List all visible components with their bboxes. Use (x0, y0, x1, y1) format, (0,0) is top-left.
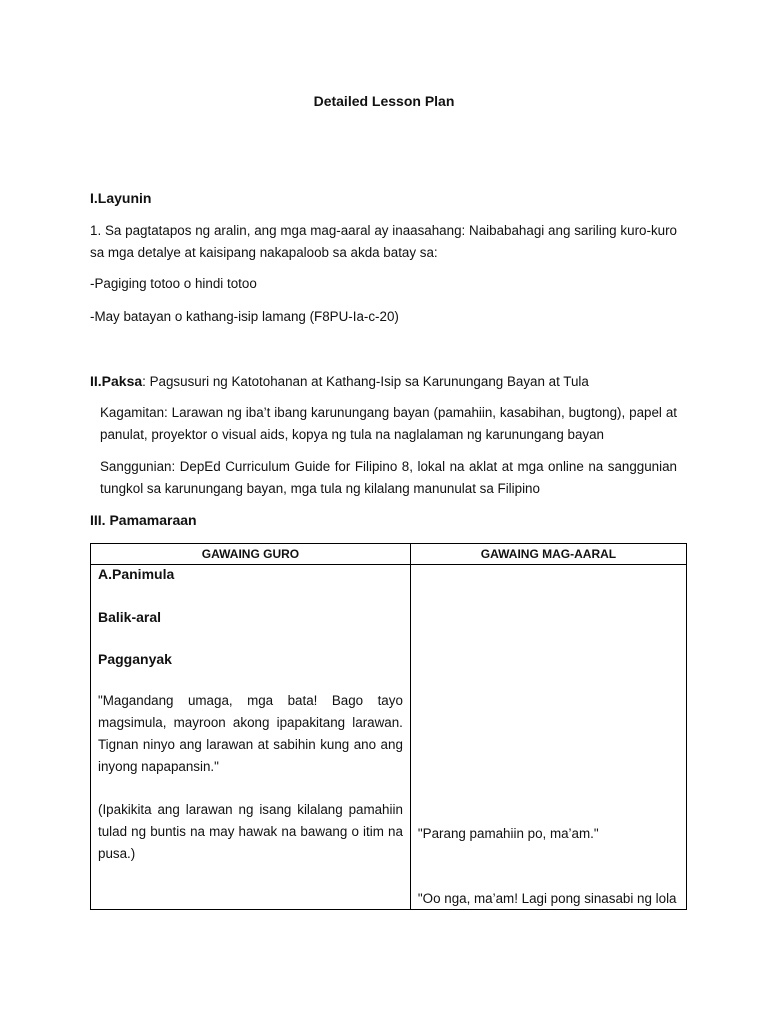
teacher-greeting: "Magandang umaga, mga bata! Bago tayo magsimula, mayroon akong ipapakitang larawan. Tignan ninyo ang larawan at sabihin kung ano ang inyong napapansin." (98, 693, 403, 774)
table-header-row (91, 544, 687, 565)
paksa-line (90, 370, 677, 393)
balik-aral-heading: Balik-aral (98, 609, 162, 625)
header-gawaing-guro: GAWAING GURO (91, 544, 411, 565)
student-response-2: "Oo nga, ma’am! Lagi pong sinasabi ng lola (417, 891, 677, 906)
paksa-heading: II.Paksa (90, 373, 143, 389)
layunin-heading: I.Layunin (90, 190, 152, 206)
panimula-heading: A.Panimula (98, 566, 175, 582)
student-response-1: "Parang pamahiin po, ma’am." (417, 826, 599, 841)
pamamaraan-heading: III. Pamamaraan (90, 512, 197, 528)
teacher-instruction: (Ipakikita ang larawan ng isang kilalang pamahiin tulad ng buntis na may hawak na bawang o itim na pusa.) (98, 802, 403, 861)
sanggunian-paragraph: Sanggunian: DepEd Curriculum Guide for Filipino 8, lokal na aklat at mga online na sanggunian tungkol sa karunungang bayan, mga tula ng kilalang manunulat sa Filipino (100, 459, 677, 496)
paksa-text: : Pagsusuri ng Katotohanan at Kathang-Isip sa Karunungang Bayan at Tula (142, 374, 589, 389)
layunin-objective: 1. Sa pagtatapos ng aralin, ang mga mag-aaral ay inaasahang: Naibabahagi ang sariling kuro-kuro sa mga detalye at kaisipang nakapaloob sa akda batay sa: (90, 223, 677, 260)
kagamitan-paragraph: Kagamitan: Larawan ng iba’t ibang karunungang bayan (pamahiin, kasabihan, bugtong), papel at panulat, proyektor o visual aids, kopya ng tula na naglalaman ng karunungang bayan (100, 405, 677, 442)
pagganyak-heading: Pagganyak (98, 651, 172, 667)
procedure-table (90, 543, 687, 910)
mag-aaral-cell (410, 565, 686, 910)
header-gawaing-mag-aaral: GAWAING MAG-AARAL (410, 544, 686, 565)
layunin-criterion-2: -May batayan o kathang-isip lamang (F8PU-Ia-c-20) (90, 309, 399, 324)
table-row (91, 565, 687, 910)
document-title: Detailed Lesson Plan (313, 93, 455, 109)
guro-cell (91, 565, 411, 910)
layunin-criterion-1: -Pagiging totoo o hindi totoo (90, 276, 257, 291)
